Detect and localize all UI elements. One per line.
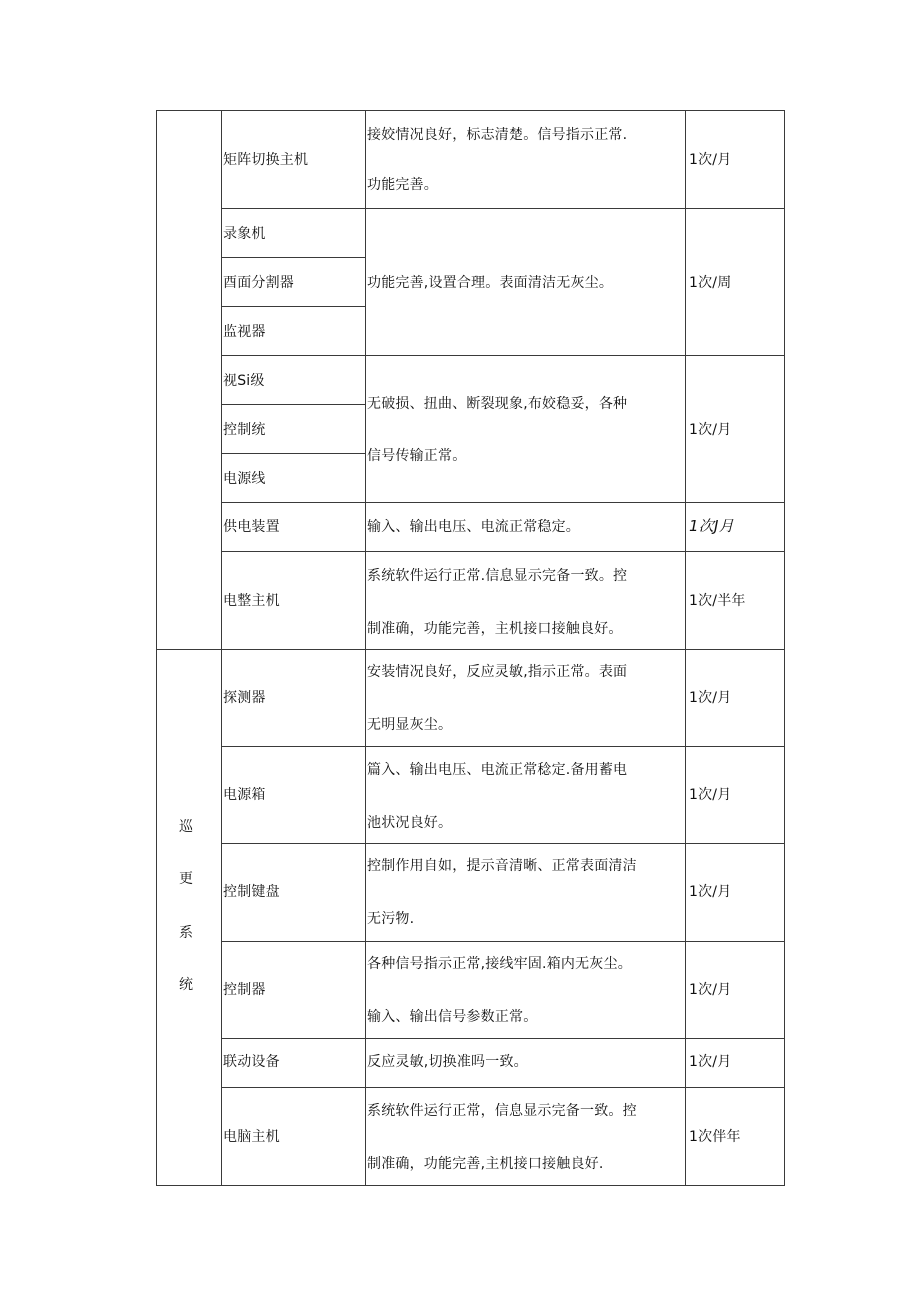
column-divider-desc — [685, 110, 686, 1186]
row-divider — [221, 1087, 785, 1088]
item-name: 酉面分割器 — [223, 275, 294, 291]
item-frequency: 1次/月 — [689, 884, 732, 900]
item-name: 电脑主机 — [223, 1129, 280, 1145]
table-border-bottom — [156, 1185, 785, 1186]
item-description: 功能完善,设置合理。表面清洁无灰尘。 — [367, 275, 614, 291]
item-frequency: 1次/月 — [689, 1054, 732, 1070]
table-border-top — [156, 110, 785, 111]
item-description: 无明显灰尘。 — [367, 717, 453, 733]
row-divider — [221, 502, 785, 503]
item-frequency: 1次/周 — [689, 275, 732, 291]
item-name: 控制键盘 — [223, 884, 280, 900]
item-description: 输入、输出电压、电流正常稳定。 — [367, 519, 580, 535]
item-frequency: 1次/半年 — [689, 593, 746, 609]
item-name: 录象机 — [223, 226, 266, 242]
item-name: 联动设备 — [223, 1054, 280, 1070]
item-description: 安装情况良好，反应灵敏,指示正常。表面 — [367, 664, 628, 680]
item-name: 控制器 — [223, 982, 266, 998]
row-divider — [221, 551, 785, 552]
column-divider-category — [221, 110, 222, 1186]
item-description: 系统软件运行正常，信息显示完备一致。控 — [367, 1103, 637, 1119]
table-border-left — [156, 110, 157, 1186]
category-label-char: 统 — [179, 977, 193, 993]
item-description: 反应灵敏,切换准吗一致。 — [367, 1054, 528, 1070]
item-description: 接姣情况良好，标志清楚。信号指示正常. — [367, 127, 628, 143]
item-description: 篇入、输出电压、电流正常稔定.备用蓄电 — [367, 762, 628, 778]
row-divider — [221, 1038, 785, 1039]
column-divider-item — [365, 110, 366, 1186]
row-divider — [221, 843, 785, 844]
item-description: 制准确，功能完善，主机接口接触良好。 — [367, 621, 623, 637]
item-description: 池状况良好。 — [367, 815, 453, 831]
row-divider — [221, 941, 785, 942]
category-label-char: 更 — [179, 871, 193, 887]
item-frequency: 1次/月 — [689, 152, 732, 168]
item-name: 电源线 — [223, 471, 266, 487]
item-name: 矩阵切换主机 — [223, 152, 309, 168]
row-divider — [221, 746, 785, 747]
item-frequency: 1次/月 — [689, 982, 732, 998]
category-label-char: 系 — [179, 925, 193, 941]
item-name: 电源箱 — [223, 787, 266, 803]
table-border-right — [784, 110, 785, 1186]
item-name: 电整主机 — [223, 593, 280, 609]
item-name: 视Si级 — [223, 373, 265, 389]
item-description: 系统软件运行正常.信息显示完备一致。控 — [367, 568, 628, 584]
item-name: 探测器 — [223, 690, 266, 706]
item-name: 监视器 — [223, 324, 266, 340]
item-frequency: 1次J月 — [689, 517, 734, 535]
item-description: 无破损、扭曲、断裂现象,布姣稳妥，各种 — [367, 396, 628, 412]
item-description: 各种信号指示正常,接线牢固.箱内无灰尘。 — [367, 956, 632, 972]
row-divider — [221, 257, 366, 258]
item-frequency: 1次/月 — [689, 422, 732, 438]
item-description: 无污物. — [367, 911, 415, 927]
item-description: 输入、输出信号参数正常。 — [367, 1009, 538, 1025]
item-frequency: 1次/月 — [689, 787, 732, 803]
section-divider — [156, 649, 785, 650]
item-description: 制准确，功能完善,主机接口接触良好. — [367, 1156, 604, 1172]
item-description: 控制作用自如，提示音清晰、正常表面清洁 — [367, 858, 637, 874]
row-divider — [221, 208, 785, 209]
row-divider — [221, 355, 785, 356]
item-name: 控制统 — [223, 422, 266, 438]
category-label-char: 巡 — [179, 819, 193, 835]
item-frequency: 1次伴年 — [689, 1129, 741, 1145]
row-divider — [221, 404, 366, 405]
item-description: 功能完善。 — [367, 177, 438, 193]
item-name: 供电装置 — [223, 519, 280, 535]
item-description: 信号传输正常。 — [367, 448, 467, 464]
row-divider — [221, 453, 366, 454]
item-frequency: 1次/月 — [689, 690, 732, 706]
row-divider — [221, 306, 366, 307]
